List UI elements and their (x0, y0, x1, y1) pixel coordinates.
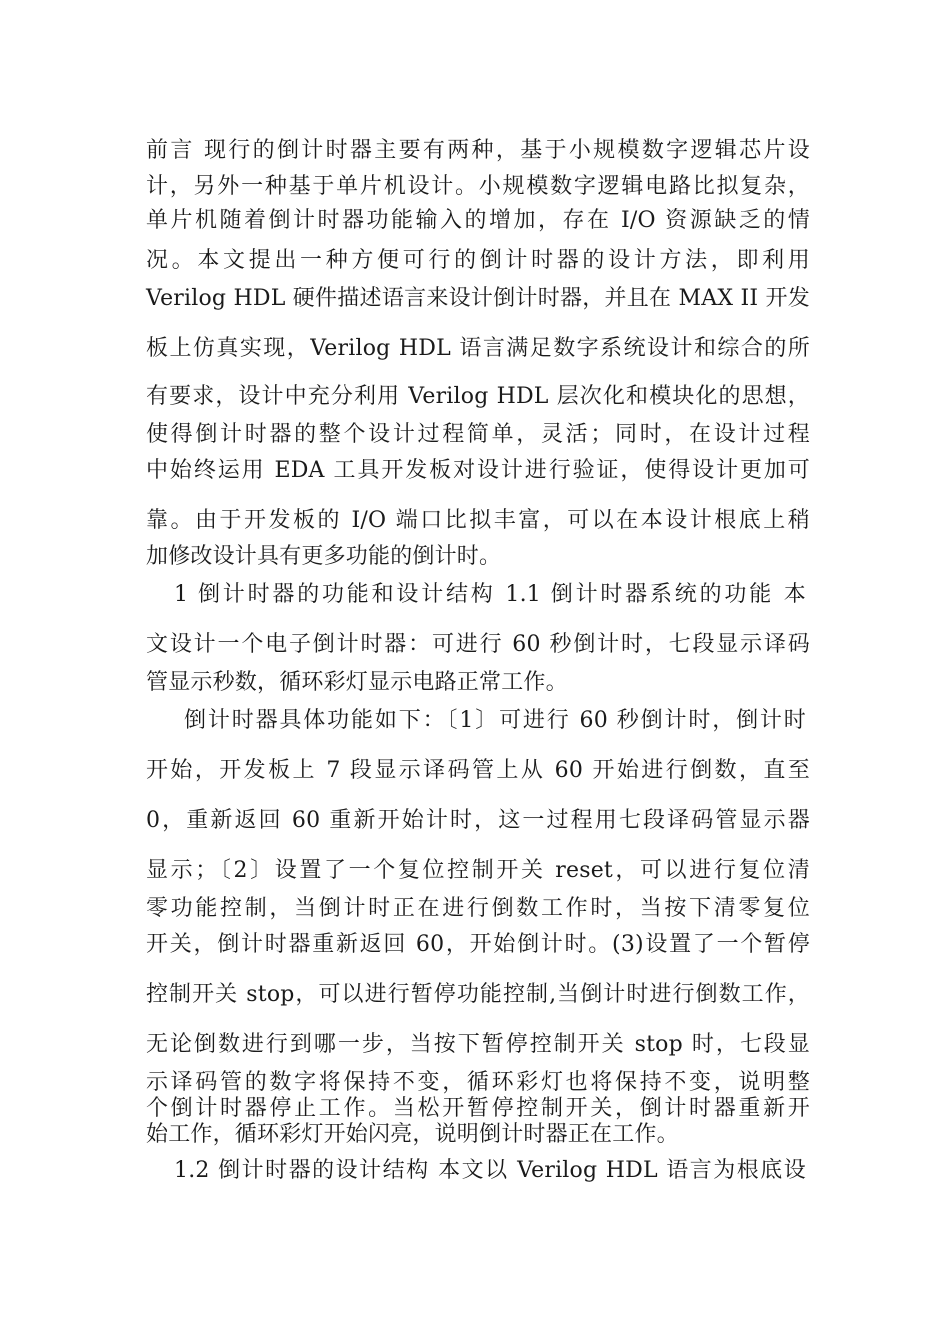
text-line: 使得倒计时器的整个设计过程简单，灵活；同时，在设计过程 (146, 422, 810, 447)
text-line: 板上仿真实现，Verilog HDL 语言满足数字系统设计和综合的所 (146, 336, 810, 361)
text-line: 无论倒数进行到哪一步，当按下暂停控制开关 stop 时，七段显 (146, 1032, 810, 1057)
text-line: 管显示秒数，循环彩灯显示电路正常工作。 (146, 670, 568, 695)
text-line: 零功能控制，当倒计时正在进行倒数工作时，当按下清零复位 (146, 896, 810, 921)
text-line: 中始终运用 EDA 工具开发板对设计进行验证，使得设计更加可 (146, 458, 810, 483)
text-line: 始工作，循环彩灯开始闪亮，说明倒计时器正在工作。 (146, 1122, 679, 1147)
text-line: 况。本文提出一种方便可行的倒计时器的设计方法，即利用 (146, 248, 810, 273)
text-line: 加修改设计具有更多功能的倒计时。 (146, 544, 502, 569)
text-line: 靠。由于开发板的 I/O 端口比拟丰富，可以在本设计根底上稍 (146, 508, 810, 533)
text-line: Verilog HDL 硬件描述语言来设计倒计时器，并且在 MAX II 开发 (146, 286, 810, 311)
text-line: 个倒计时器停止工作。当松开暂停控制开关，倒计时器重新开 (146, 1096, 810, 1121)
text-line: 有要求，设计中充分利用 Verilog HDL 层次化和模块化的思想， (146, 384, 810, 409)
text-line: 开关，倒计时器重新返回 60，开始倒计时。(3)设置了一个暂停 (146, 932, 810, 957)
text-line: 示译码管的数字将保持不变，循环彩灯也将保持不变，说明整 (146, 1070, 810, 1095)
section-heading-line: 1 倒计时器的功能和设计结构 1.1 倒计时器系统的功能 本 (174, 582, 806, 607)
text-line: 开始，开发板上 7 段显示译码管上从 60 开始进行倒数，直至 (146, 758, 810, 783)
text-line: 0，重新返回 60 重新开始计时，这一过程用七段译码管显示器 (146, 808, 810, 833)
text-line: 前言 现行的倒计时器主要有两种，基于小规模数字逻辑芯片设 (146, 138, 810, 163)
text-line: 显示；〔2〕设置了一个复位控制开关 reset，可以进行复位清 (146, 858, 810, 883)
text-line: 文设计一个电子倒计时器：可进行 60 秒倒计时，七段显示译码 (146, 632, 810, 657)
text-line: 单片机随着倒计时器功能输入的增加，存在 I/O 资源缺乏的情 (146, 208, 810, 233)
text-line: 控制开关 stop，可以进行暂停功能控制,当倒计时进行倒数工作， (146, 982, 810, 1007)
text-line: 倒计时器具体功能如下：〔1〕可进行 60 秒倒计时，倒计时 (184, 708, 806, 733)
text-line: 计，另外一种基于单片机设计。小规模数字逻辑电路比拟复杂， (146, 174, 810, 199)
section-heading-line: 1.2 倒计时器的设计结构 本文以 Verilog HDL 语言为根底设 (174, 1158, 806, 1183)
